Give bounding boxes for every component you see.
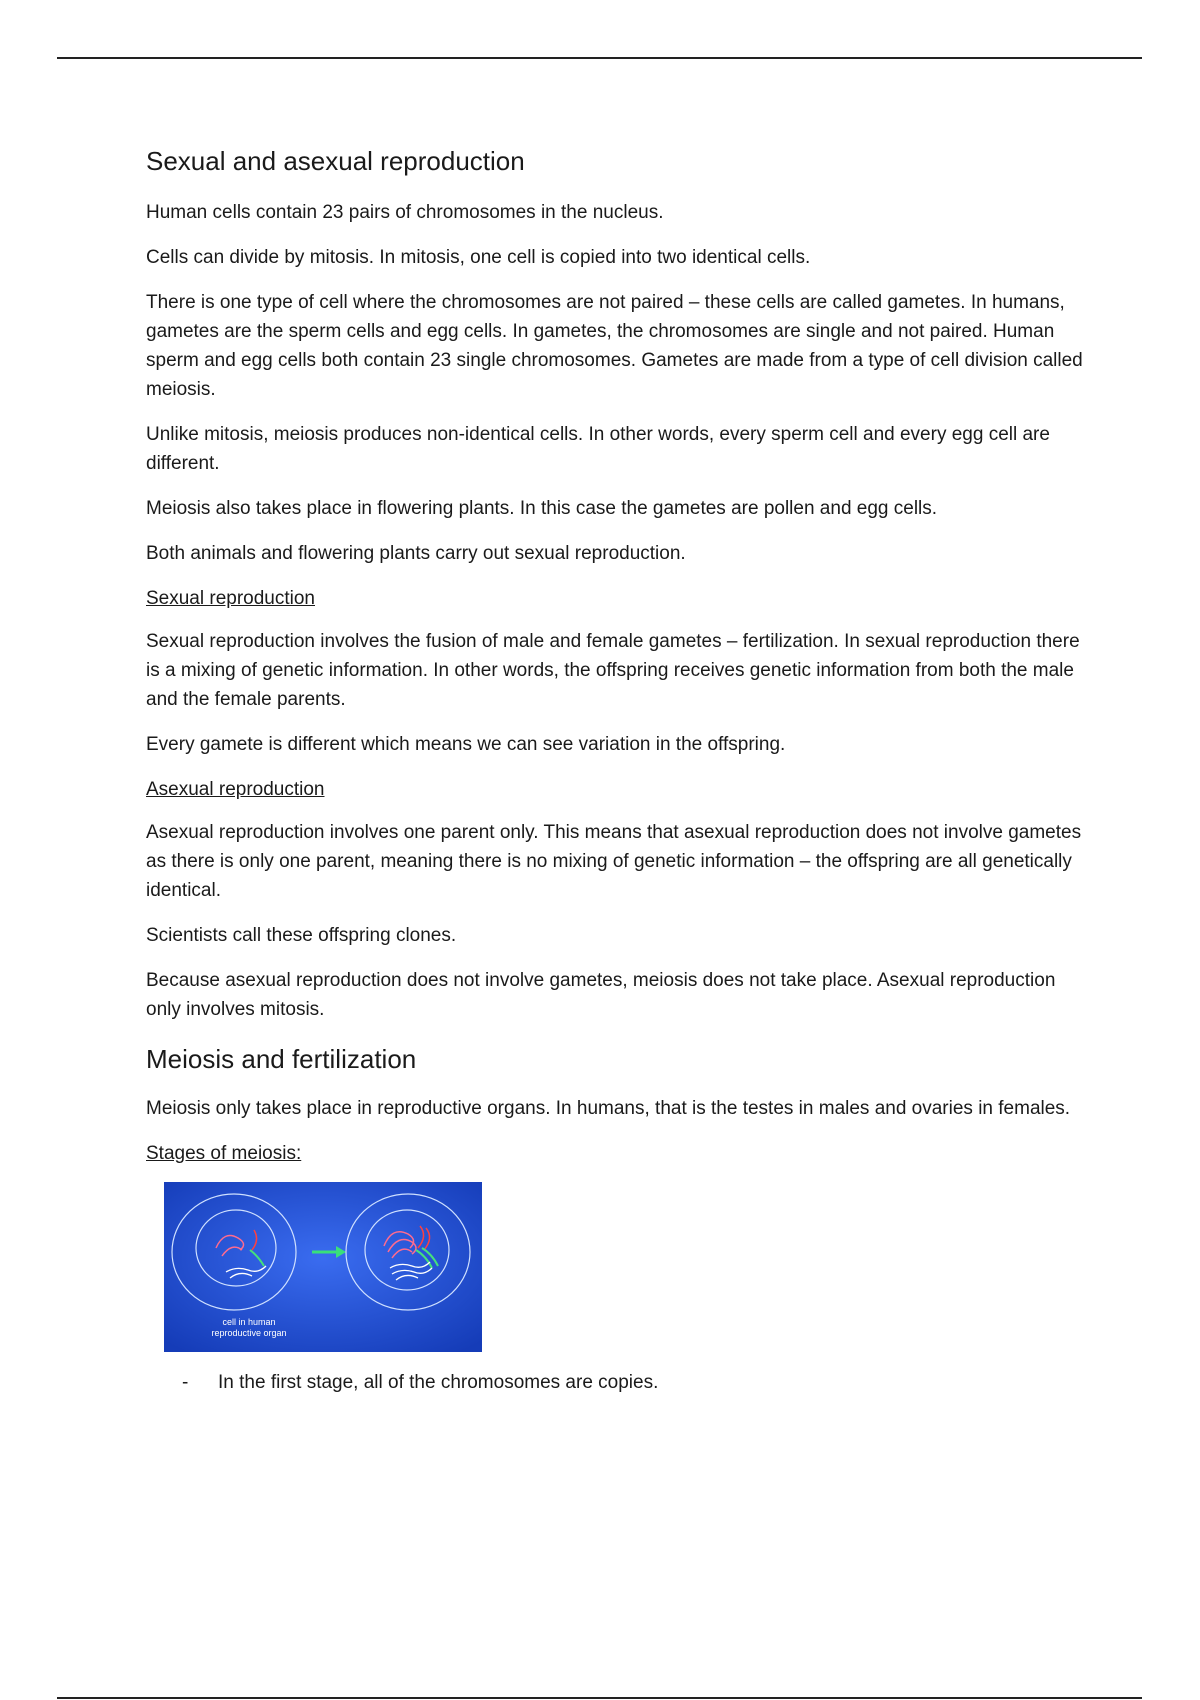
figure-caption-line1: cell in human	[222, 1317, 276, 1327]
paragraph: Human cells contain 23 pairs of chromosomes in the nucleus.	[146, 202, 664, 223]
paragraph: Asexual reproduction involves one parent only. This means that asexual reproduction does not involve gametes as there is only one parent, meaning there is no mixing of genetic information – the offspring are all genetically identical.	[146, 822, 1082, 901]
paragraph: Every gamete is different which means we can see variation in the offspring.	[146, 734, 786, 755]
paragraph: There is one type of cell where the chromosomes are not paired – these cells are called gametes. In humans, gametes are the sperm cells and egg cells. In gametes, the chromosomes are single and not paired. Human sperm and egg cells both contain 23 single chromosomes. Gametes are made from a type of cell division called meiosis.	[146, 292, 1083, 400]
paragraph: Sexual reproduction involves the fusion of male and female gametes – fertilization. In sexual reproduction there is a mixing of genetic information. In other words, the offspring receives genetic information from both the male and the female parents.	[146, 631, 1080, 710]
figure-caption-line2: reproductive organ	[211, 1328, 287, 1338]
bullet-text: In the first stage, all of the chromosomes are copies.	[218, 1372, 659, 1393]
meiosis-diagram	[164, 1182, 482, 1352]
meiosis-figure	[164, 1182, 1086, 1352]
section-title-reproduction: Sexual and asexual reproduction	[146, 146, 525, 176]
paragraph: Meiosis only takes place in reproductive organs. In humans, that is the testes in males and ovaries in females.	[146, 1098, 1071, 1119]
footer-rule	[57, 1697, 1142, 1699]
bullet-marker: -	[182, 1372, 189, 1393]
subheading-stages-of-meiosis: Stages of meiosis:	[146, 1143, 302, 1164]
header-rule	[57, 57, 1142, 59]
paragraph: Scientists call these offspring clones.	[146, 925, 457, 946]
paragraph: Unlike mitosis, meiosis produces non-identical cells. In other words, every sperm cell and every egg cell are different.	[146, 424, 1050, 474]
figure-background	[164, 1182, 482, 1352]
document-body	[146, 144, 1086, 1397]
paragraph: Because asexual reproduction does not involve gametes, meiosis does not take place. Asexual reproduction only involves mitosis.	[146, 970, 1056, 1020]
paragraph: Meiosis also takes place in flowering plants. In this case the gametes are pollen and egg cells.	[146, 498, 938, 519]
section-title-meiosis: Meiosis and fertilization	[146, 1044, 417, 1074]
subheading-sexual-reproduction: Sexual reproduction	[146, 588, 315, 609]
paragraph: Both animals and flowering plants carry out sexual reproduction.	[146, 543, 686, 564]
list-item	[182, 1368, 1086, 1397]
paragraph: Cells can divide by mitosis. In mitosis, one cell is copied into two identical cells.	[146, 247, 811, 268]
subheading-asexual-reproduction: Asexual reproduction	[146, 779, 325, 800]
